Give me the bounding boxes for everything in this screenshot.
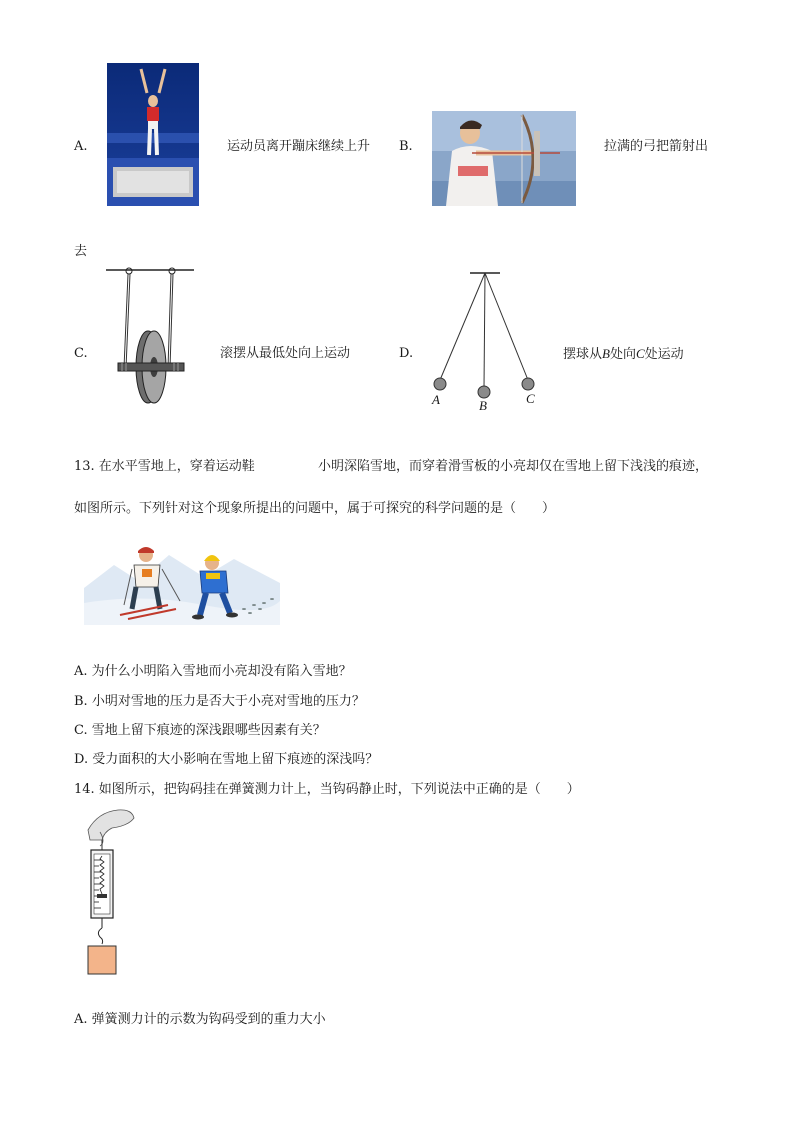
option-d-text: 摆球从B处向C处运动 xyxy=(563,346,684,362)
option-b-text: 拉满的弓把箭射出 xyxy=(604,139,709,154)
option-c-letter: C. xyxy=(74,346,88,361)
pendulum-diagram xyxy=(424,268,544,412)
option-a-text: 运动员离开蹦床继续上升 xyxy=(227,139,371,154)
q13-option-a: A. 为什么小明陷入雪地而小亮却没有陷入雪地？ xyxy=(74,664,352,679)
q13-stem-line1-part2: 小明深陷雪地，而穿着滑雪板的小亮却仅在雪地上留下浅浅的痕迹， xyxy=(318,459,709,474)
spring-scale-diagram xyxy=(78,806,136,978)
q13-option-b: B. 小明对雪地的压力是否大于小亮对雪地的压力？ xyxy=(74,694,365,709)
pendulum-label-c: C xyxy=(526,391,535,406)
q13-stem-line2: 如图所示。下列针对这个现象所提出的问题中，属于可探究的科学问题的是（ ） xyxy=(74,501,556,516)
q13-option-c: C. 雪地上留下痕迹的深浅跟哪些因素有关？ xyxy=(74,723,326,738)
q14-stem: 14. 如图所示，把钩码挂在弹簧测力计上，当钩码静止时，下列说法中正确的是（ ） xyxy=(74,782,580,797)
skiing-illustration xyxy=(84,543,280,625)
q13-stem-line1-part1: 13. 在水平雪地上，穿着运动鞋 xyxy=(74,459,255,474)
pendulum-label-b: B xyxy=(479,398,487,413)
archer-image xyxy=(432,111,576,206)
q13-option-d: D. 受力面积的大小影响在雪地上留下痕迹的深浅吗？ xyxy=(74,752,379,767)
option-d-letter: D. xyxy=(399,346,414,361)
option-a-letter: A. xyxy=(74,139,88,154)
trampoline-athlete-image xyxy=(107,63,199,206)
q14-option-a: A. 弹簧测力计的示数为钩码受到的重力大小 xyxy=(74,1012,326,1027)
option-b-letter: B. xyxy=(399,139,413,154)
option-c-text: 滚摆从最低处向上运动 xyxy=(220,346,351,361)
option-b-text-wrap: 去 xyxy=(74,244,88,259)
pendulum-label-a: A xyxy=(432,392,440,407)
maxwell-wheel-diagram xyxy=(104,264,196,414)
